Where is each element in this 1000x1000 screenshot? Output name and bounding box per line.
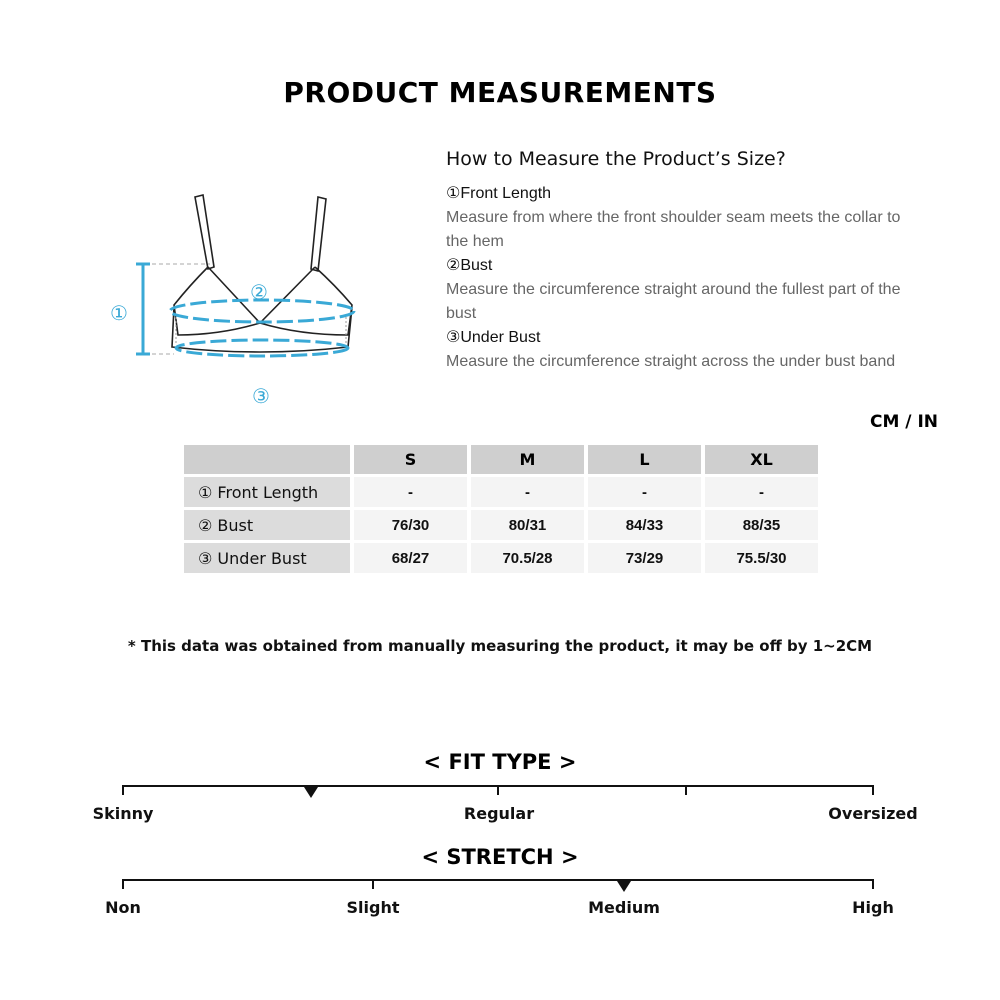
how-to-heading: How to Measure the Product’s Size? bbox=[446, 148, 786, 170]
stretch-title: < STRETCH > bbox=[421, 845, 579, 869]
table-cell: - bbox=[471, 477, 584, 507]
table-cell: 70.5/28 bbox=[471, 543, 584, 573]
left-strap bbox=[195, 195, 214, 269]
bust-label: ② bbox=[250, 280, 268, 304]
size-table bbox=[180, 442, 822, 576]
fit-type-tick bbox=[122, 785, 124, 795]
size-header: M bbox=[471, 445, 584, 474]
table-cell: 73/29 bbox=[588, 543, 701, 573]
stretch-label: Slight bbox=[346, 898, 400, 917]
size-header: S bbox=[354, 445, 467, 474]
row-label: ② Bust bbox=[184, 510, 350, 540]
stretch-line bbox=[123, 879, 874, 881]
size-header: L bbox=[588, 445, 701, 474]
measurement-note: * This data was obtained from manually measuring the product, it may be off by 1~2CM bbox=[127, 637, 873, 655]
bra-diagram bbox=[90, 185, 390, 415]
table-cell: - bbox=[588, 477, 701, 507]
fit-type-label: Regular bbox=[463, 804, 535, 823]
stretch-label: Medium bbox=[588, 898, 660, 917]
fit-type-marker bbox=[304, 787, 318, 798]
fit-type-tick bbox=[497, 785, 499, 795]
table-header-row bbox=[184, 445, 818, 474]
fit-type-label: Oversized bbox=[828, 804, 918, 823]
stretch-label: Non bbox=[105, 898, 141, 917]
table-row bbox=[184, 510, 818, 540]
band bbox=[172, 307, 352, 352]
fit-type-title: < FIT TYPE > bbox=[423, 750, 577, 774]
table-cell: 75.5/30 bbox=[705, 543, 818, 573]
table-cell: 68/27 bbox=[354, 543, 467, 573]
under-bust-title: ③Under Bust bbox=[446, 329, 541, 346]
table-cell: - bbox=[705, 477, 818, 507]
under-bust-label: ③ bbox=[252, 384, 270, 408]
stretch-marker bbox=[617, 881, 631, 892]
size-header: XL bbox=[705, 445, 818, 474]
table-cell: 88/35 bbox=[705, 510, 818, 540]
stretch-tick bbox=[122, 879, 124, 889]
table-cell: - bbox=[354, 477, 467, 507]
row-label: ③ Under Bust bbox=[184, 543, 350, 573]
table-cell: 84/33 bbox=[588, 510, 701, 540]
row-label: ① Front Length bbox=[184, 477, 350, 507]
fit-type-tick bbox=[685, 785, 687, 795]
table-row bbox=[184, 477, 818, 507]
table-cell: 80/31 bbox=[471, 510, 584, 540]
fit-type-label: Skinny bbox=[92, 804, 154, 823]
front-length-title: ①Front Length bbox=[446, 185, 552, 202]
stretch-tick bbox=[872, 879, 874, 889]
front-length-label: ① bbox=[110, 301, 128, 325]
bust-title: ②Bust bbox=[446, 257, 493, 274]
page-title: PRODUCT MEASUREMENTS bbox=[283, 76, 717, 109]
fit-type-tick bbox=[872, 785, 874, 795]
stretch-label: High bbox=[852, 898, 894, 917]
unit-label: CM / IN bbox=[870, 412, 938, 432]
front-length-desc: Measure from where the front shoulder seam meets the collar to the hem bbox=[446, 209, 901, 250]
bust-desc: Measure the circumference straight around the fullest part of the bust bbox=[446, 281, 901, 322]
table-row bbox=[184, 543, 818, 573]
table-corner-cell bbox=[184, 445, 350, 474]
table-cell: 76/30 bbox=[354, 510, 467, 540]
under-bust-desc: Measure the circumference straight across the under bust band bbox=[446, 353, 896, 370]
how-to-measure bbox=[446, 148, 926, 374]
stretch-tick bbox=[372, 879, 374, 889]
right-strap bbox=[311, 197, 326, 271]
under-bust-measure bbox=[176, 340, 348, 356]
